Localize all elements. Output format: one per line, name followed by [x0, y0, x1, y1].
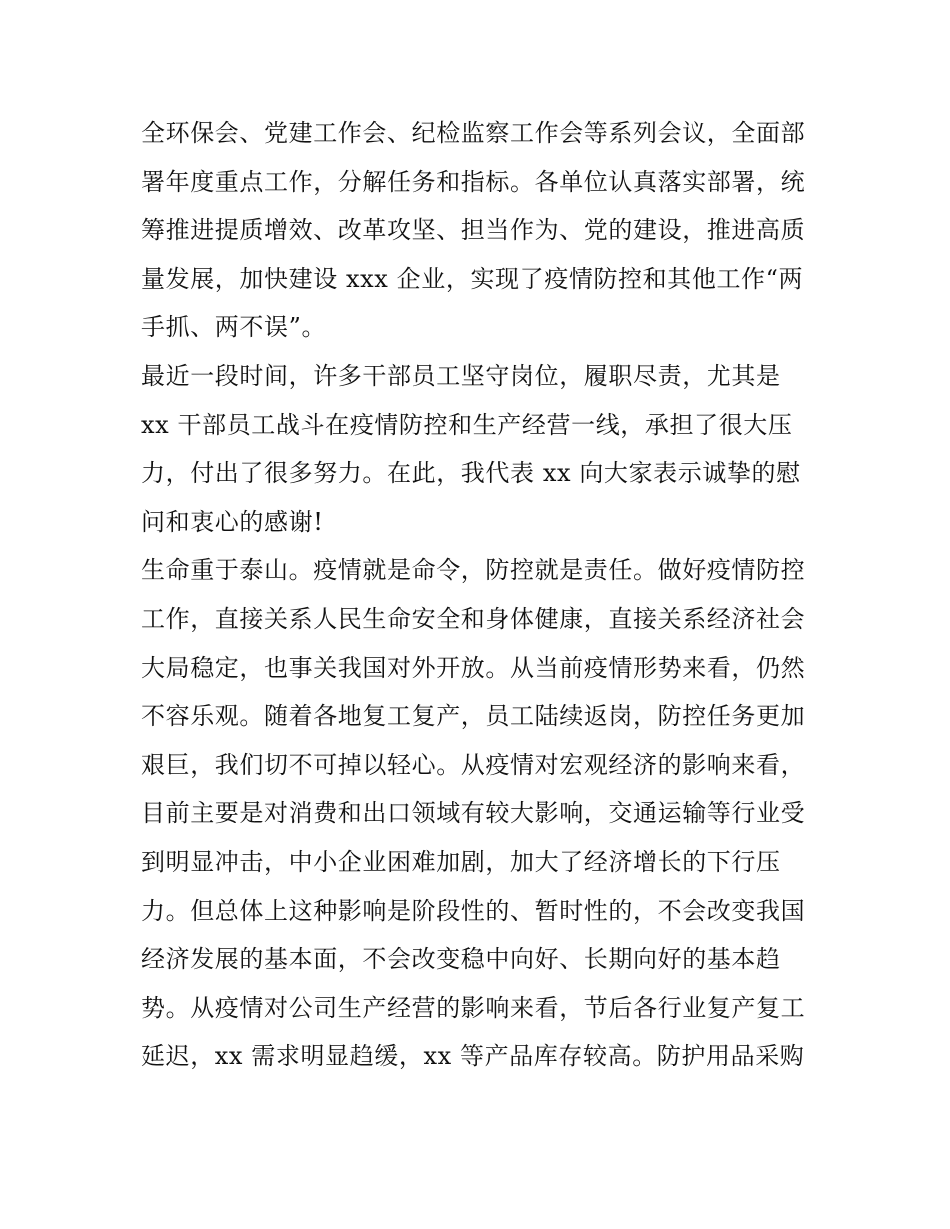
- text-line: 艰巨，我们切不可掉以轻心。从疫情对宏观经济的影响来看，: [141, 750, 806, 779]
- text-line: 最近一段时间，许多干部员工坚守岗位，履职尽责，尤其是: [141, 361, 781, 390]
- text-line: xx 干部员工战斗在疫情防控和生产经营一线，承担了很大压: [141, 410, 793, 439]
- text-line: 力，付出了很多努力。在此，我代表 xx 向大家表示诚挚的慰: [141, 459, 801, 488]
- text-line: 生命重于泰山。疫情就是命令，防控就是责任。做好疫情防控: [141, 556, 806, 585]
- text-line: 大局稳定，也事关我国对外开放。从当前疫情形势来看，仍然: [141, 653, 806, 682]
- text-line: 筹推进提质增效、改革攻坚、担当作为、党的建设，推进高质: [141, 216, 806, 245]
- text-line: 延迟，xx 需求明显趋缓，xx 等产品库存较高。防护用品采购: [141, 1042, 805, 1071]
- text-line: 问和衷心的感谢!: [141, 507, 324, 536]
- text-line: 署年度重点工作，分解任务和指标。各单位认真落实部署，统: [141, 167, 806, 196]
- text-line: 到明显冲击，中小企业困难加剧，加大了经济增长的下行压: [141, 847, 781, 876]
- text-line: 不容乐观。随着各地复工复产，员工陆续返岗，防控任务更加: [141, 702, 806, 731]
- text-line: 目前主要是对消费和出口领域有较大影响，交通运输等行业受: [141, 799, 806, 828]
- text-line: 势。从疫情对公司生产经营的影响来看，节后各行业复产复工: [141, 993, 806, 1022]
- text-line: 工作，直接关系人民生命安全和身体健康，直接关系经济社会: [141, 604, 806, 633]
- text-line: 手抓、两不误”。: [141, 313, 327, 342]
- text-line: 力。但总体上这种影响是阶段性的、暂时性的，不会改变我国: [141, 896, 806, 925]
- document-body: [141, 109, 821, 1081]
- text-line: 全环保会、党建工作会、纪检监察工作会等系列会议，全面部: [141, 119, 806, 147]
- text-line: 量发展，加快建设 xxx 企业，实现了疫情防控和其他工作“两: [141, 264, 804, 293]
- text-line: 经济发展的基本面，不会改变稳中向好、长期向好的基本趋: [141, 945, 781, 974]
